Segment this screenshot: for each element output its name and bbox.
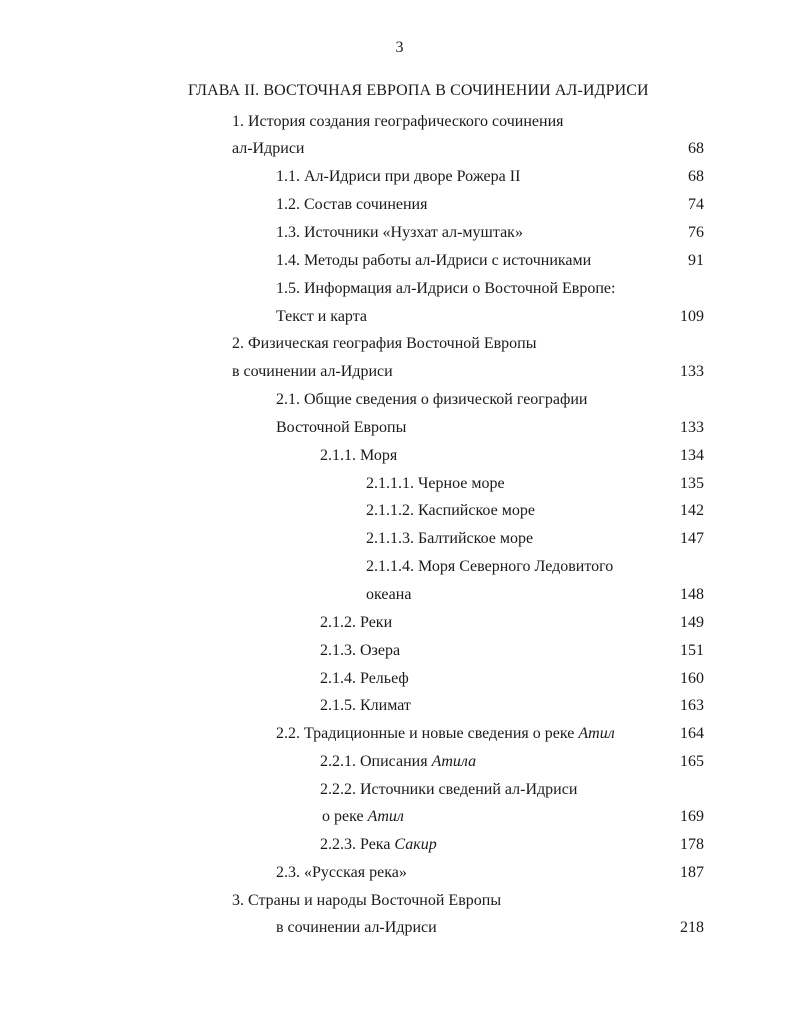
toc-page-number: 160 — [680, 670, 704, 687]
toc-entry — [322, 806, 404, 828]
toc-page-number: 148 — [680, 586, 704, 603]
toc-entry — [232, 138, 304, 160]
toc-entry — [366, 500, 535, 522]
toc-entry — [232, 111, 563, 133]
toc-entry — [232, 890, 501, 912]
toc-entry — [276, 862, 407, 884]
toc-entry — [232, 361, 393, 383]
toc-entry — [276, 194, 427, 216]
toc-page-number: 218 — [680, 919, 704, 936]
toc-page-number: 163 — [680, 697, 704, 714]
toc-entry — [320, 695, 411, 717]
toc-entry — [276, 917, 437, 939]
toc-entry-text: 2.1.4. Рельеф — [320, 670, 409, 687]
toc-page-number: 68 — [688, 168, 704, 185]
toc-entry — [320, 751, 476, 773]
toc-entry — [320, 445, 397, 467]
toc-entry-text: 2.1.1.4. Моря Северного Ледовитого — [366, 558, 614, 575]
toc-entry — [320, 779, 577, 801]
toc-entry — [276, 306, 367, 328]
toc-page-number: 91 — [688, 252, 704, 269]
toc-page-number: 149 — [680, 614, 704, 631]
toc-page-number: 68 — [688, 140, 704, 157]
toc-entry-text: 2.1.1.2. Каспийское море — [366, 502, 535, 519]
toc-entry-text: 1.1. Ал-Идриси при дворе Рожера II — [276, 168, 521, 185]
toc-entry — [320, 612, 392, 634]
toc-entry-text: 1.4. Методы работы ал-Идриси с источниками — [276, 252, 592, 269]
toc-page-number: 133 — [680, 363, 704, 380]
page-number: 3 — [395, 39, 404, 56]
toc-page-number: 187 — [680, 864, 704, 881]
toc-page-number: 169 — [680, 808, 704, 825]
toc-entry-text: 1.3. Источники «Нузхат ал-муштак» — [276, 224, 523, 241]
toc-entry-text: 1.5. Информация ал-Идриси о Восточной Европе: — [276, 280, 616, 297]
toc-entry-text: Текст и карта — [276, 308, 368, 325]
toc-page-number: 165 — [680, 753, 704, 770]
toc-entry-text: 2.2. Традиционные и новые сведения о реке — [276, 725, 575, 742]
toc-entry-text: 2.1.5. Климат — [320, 697, 411, 714]
toc-entry — [366, 473, 505, 495]
toc-entry-text: 2.1.2. Реки — [320, 614, 393, 631]
toc-entry-italic: Атил — [367, 808, 404, 825]
toc-page-number: 151 — [680, 642, 704, 659]
toc-entry — [276, 222, 523, 244]
toc-entry-text: 3. Страны и народы Восточной Европы — [232, 892, 502, 909]
toc-entry-text: ал-Идриси — [232, 140, 305, 157]
toc-page-number: 178 — [680, 836, 704, 853]
toc-entry — [366, 556, 613, 578]
toc-page-number: 74 — [688, 196, 704, 213]
toc-page-number: 164 — [680, 725, 704, 742]
toc-page-number: 109 — [680, 308, 704, 325]
toc-page-number: 134 — [680, 447, 704, 464]
toc-entry-text: 2. Физическая география Восточной Европы — [232, 335, 537, 352]
toc-entry-text: 2.2.3. Река — [320, 836, 391, 853]
toc-entry-text: в сочинении ал-Идриси — [232, 363, 393, 380]
toc-entry — [276, 250, 591, 272]
toc-entry-text: в сочинении ал-Идриси — [276, 919, 437, 936]
toc-entry-text: 2.2.1. Описания — [320, 753, 428, 770]
toc-entry-text: 2.1.3. Озера — [320, 642, 401, 659]
toc-entry — [276, 723, 615, 745]
toc-entry-text: 2.1. Общие сведения о физической географии — [276, 391, 588, 408]
toc-entry — [320, 668, 409, 690]
toc-entry-text: 1. История создания географического сочинения — [232, 113, 564, 130]
toc-entry-text: океана — [366, 586, 412, 603]
toc-page-number: 133 — [680, 419, 704, 436]
toc-entry — [320, 640, 400, 662]
toc-entry-text: 2.1.1. Моря — [320, 447, 398, 464]
toc-entry-text: о реке — [322, 808, 364, 825]
toc-entry — [320, 834, 437, 856]
toc-entry-text: 2.1.1.3. Балтийское море — [366, 530, 534, 547]
toc-entry-italic: Сакир — [394, 836, 437, 853]
toc-entry-text: 2.1.1.1. Черное море — [366, 475, 505, 492]
toc-entry-text: 1.2. Состав сочинения — [276, 196, 428, 213]
toc-entry-text: 2.3. «Русская река» — [276, 864, 407, 881]
toc-entry-italic: Атила — [431, 753, 477, 770]
toc-entry-italic: Атил — [578, 725, 615, 742]
chapter-title: ГЛАВА II. ВОСТОЧНАЯ ЕВРОПА В СОЧИНЕНИИ АЛ-ИДРИСИ — [188, 82, 649, 99]
toc-entry — [276, 417, 406, 439]
toc-entry — [232, 333, 536, 355]
toc-entry — [366, 528, 533, 550]
toc-page-number: 142 — [680, 502, 704, 519]
toc-page-number: 135 — [680, 475, 704, 492]
toc-entry — [276, 389, 587, 411]
toc-page-number: 76 — [688, 224, 704, 241]
toc-entry — [276, 278, 615, 300]
toc-entry-text: 2.2.2. Источники сведений ал-Идриси — [320, 781, 578, 798]
toc-page-number: 147 — [680, 530, 704, 547]
toc-entry-text: Восточной Европы — [276, 419, 407, 436]
toc-entry — [276, 166, 520, 188]
toc-entry — [366, 584, 411, 606]
